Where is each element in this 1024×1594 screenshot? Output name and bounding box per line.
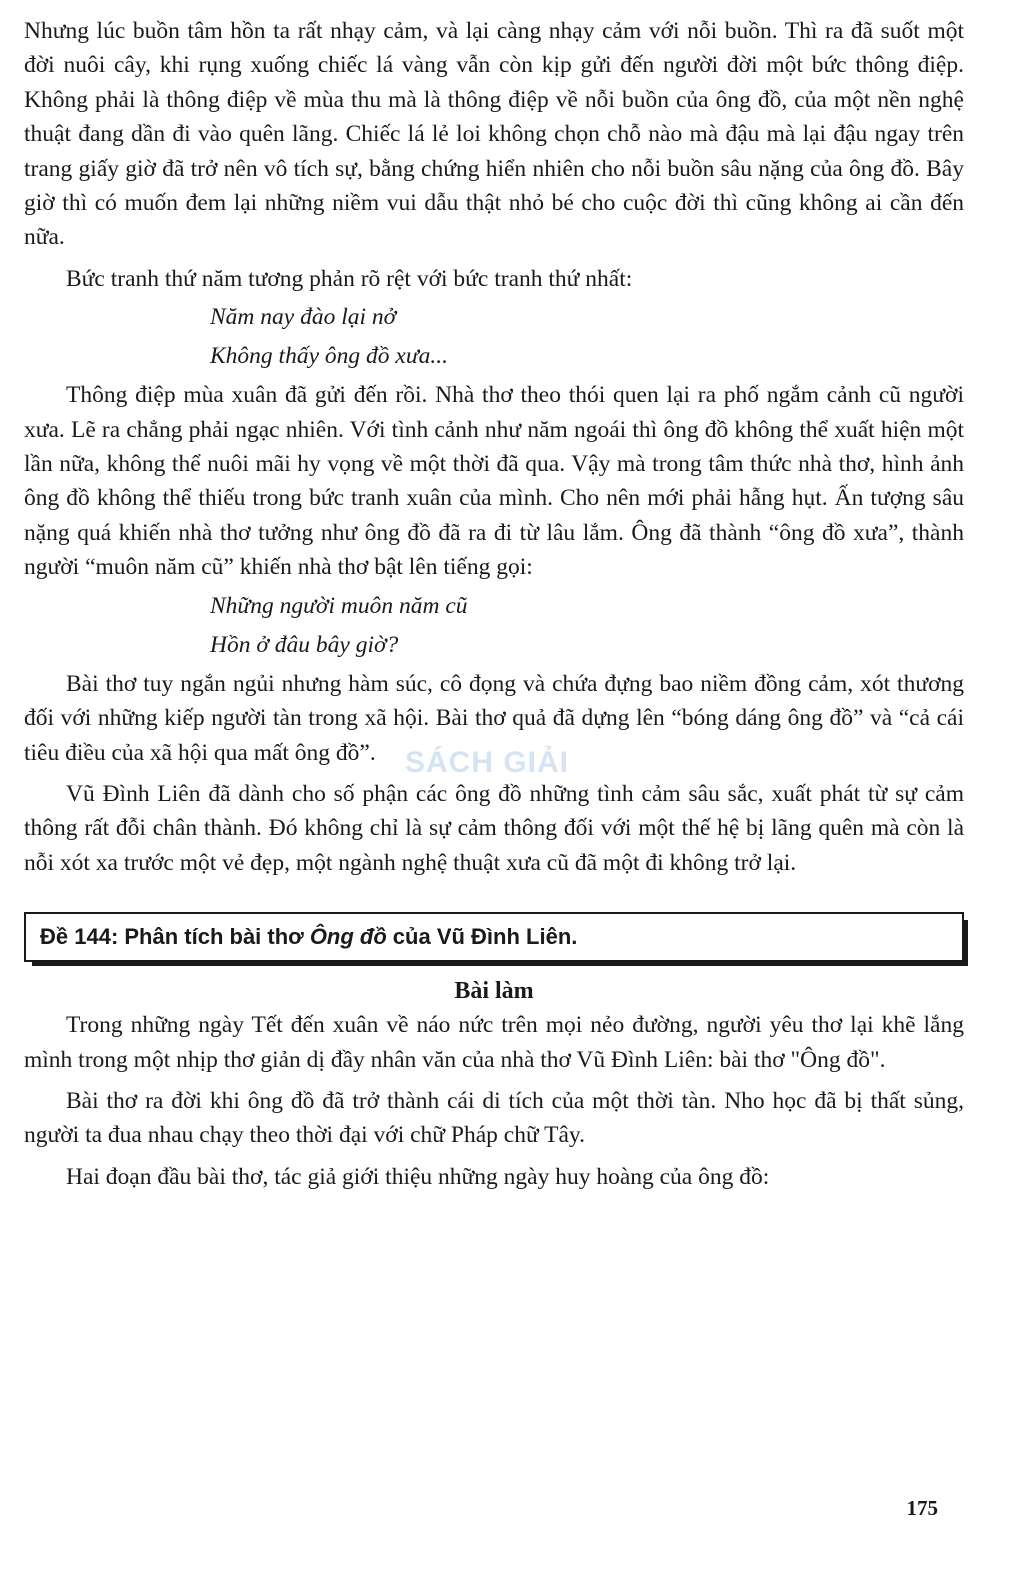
heading-poem-title: Ông đồ [309,924,387,950]
verse-block-2 [24,587,964,665]
watermark-logo: SÁCH GIẢI [405,746,570,779]
verse-line: Hồn ở đâu bây giờ? [210,631,399,658]
paragraph-poem-summary: Bài thơ tuy ngắn ngủi nhưng hàm súc, cô đọng và chứa đựng bao niềm đồng cảm, xót thương đối với những kiếp người tàn trong xã hội. Bài thơ quả đã dựng lên “bóng dáng ông đồ” và “cả cái tiêu điều của xã hội qua mất ông đồ”. [24,670,964,766]
essay-paragraph-context: Bài thơ ra đời khi ông đồ đã trở thành cái di tích của một thời tàn. Nho học đã bị thất sủng, người ta đua nhau chạy theo thời đại với chữ Pháp chữ Tây. [24,1087,964,1149]
page-number: 175 [906,1496,938,1520]
essay-title: Bài làm [454,978,534,1005]
verse-line: Không thấy ông đồ xưa... [210,343,449,370]
document-page [24,14,964,1194]
heading-suffix: của Vũ Đình Liên. [392,924,578,950]
essay-paragraph-first-stanzas: Hai đoạn đầu bài thơ, tác giả giới thiệu những ngày huy hoàng của ông đồ: [66,1163,770,1190]
heading-prefix: Đề 144: Phân tích bài thơ [40,924,304,950]
verse-line: Những người muôn năm cũ [210,592,468,619]
paragraph-fifth-picture-intro: Bức tranh thứ năm tương phản rõ rệt với bức tranh thứ nhất: [66,265,633,292]
paragraph-leaf-message: Nhưng lúc buồn tâm hồn ta rất nhạy cảm, và lại càng nhạy cảm với nỗi buồn. Thì ra đã suốt một đời nuôi cây, khi rụng xuống chiếc lá vàng vẫn còn kịp gửi đến người đời một bức thông điệp. Không phải là thông điệp về mùa thu mà là thông điệp về nỗi buồn của ông đồ, của một nền nghệ thuật đang dần đi vào quên lãng. Chiếc lá lẻ loi không chọn chỗ nào mà đậu mà lại đậu ngay trên trang giấy giờ đã trở nên vô tích sự, bằng chứng hiển nhiên cho nỗi buồn sâu nặng của ông đồ. Bây giờ thì có muốn đem lại những niềm vui dẫu thật nhỏ bé cho cuộc đời thì cũng không ai cần đến nữa. [24,18,964,251]
paragraph-author-sympathy: Vũ Đình Liên đã dành cho số phận các ông đồ những tình cảm sâu sắc, xuất phát từ sự cảm thông rất đỗi chân thành. Đó không chỉ là sự cảm thông đối với một thế hệ bị lãng quên mà còn là nỗi xót xa trước một vẻ đẹp, một ngành nghệ thuật xưa cũ đã một đi không trở lại. [24,780,964,876]
verse-line: Năm nay đào lại nở [210,304,397,331]
exercise-heading [24,912,964,962]
paragraph-spring-message: Thông điệp mùa xuân đã gửi đến rồi. Nhà thơ theo thói quen lại ra phố ngắm cảnh cũ người xưa. Lẽ ra chẳng phải ngạc nhiên. Với tình cảnh như năm ngoái thì ông đồ không thể xuất hiện một lần nữa, không thể nuôi mãi hy vọng về một thời đã qua. Vậy mà trong tâm thức nhà thơ, hình ảnh ông đồ không thể thiếu trong bức tranh xuân của mình. Cho nên mới phải hẫng hụt. Ấn tượng sâu nặng quá khiến nhà thơ tưởng như ông đồ đã ra đi từ lâu lắm. Ông đã thành “ông đồ xưa”, thành người “muôn năm cũ” khiến nhà thơ bật lên tiếng gọi: [24,382,964,581]
essay-paragraph-intro: Trong những ngày Tết đến xuân về náo nức trên mọi nẻo đường, người yêu thơ lại khẽ lắng mình trong một nhịp thơ giản dị đầy nhân văn của nhà thơ Vũ Đình Liên: bài thơ "Ông đồ". [24,1012,964,1073]
verse-block-1 [24,298,964,376]
